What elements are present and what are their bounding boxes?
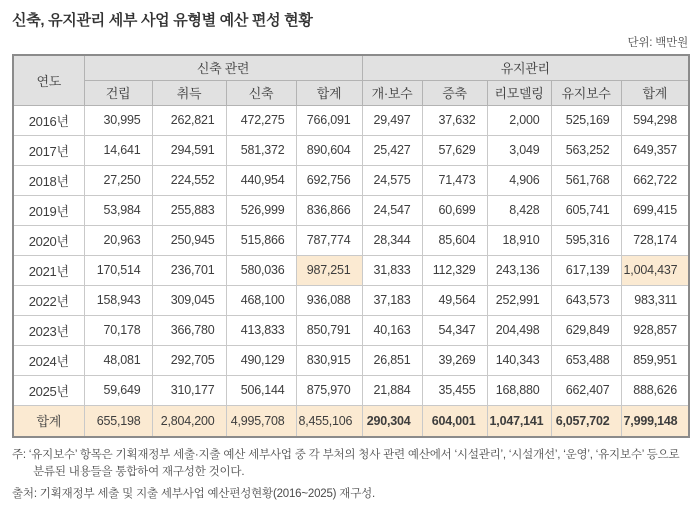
value-cell: 526,999	[226, 195, 296, 225]
table-row	[13, 375, 689, 405]
unit-label: 단위: 백만원	[627, 37, 688, 49]
value-cell: 604,001	[422, 405, 487, 437]
year-cell: 2023년	[13, 315, 84, 345]
value-cell: 850,791	[296, 315, 362, 345]
value-cell: 890,604	[296, 135, 362, 165]
sub-header-row	[13, 80, 689, 105]
value-cell: 252,991	[487, 285, 551, 315]
column-header-maintenance-total: 합계	[621, 80, 689, 105]
value-cell: 53,984	[84, 195, 152, 225]
value-cell: 629,849	[551, 315, 621, 345]
value-cell: 310,177	[152, 375, 226, 405]
value-cell: 655,198	[84, 405, 152, 437]
table-row	[13, 165, 689, 195]
group-header-row	[13, 55, 689, 80]
value-cell: 39,269	[422, 345, 487, 375]
year-cell: 2022년	[13, 285, 84, 315]
value-cell: 18,910	[487, 225, 551, 255]
group-header-maintenance: 유지관리	[362, 55, 689, 80]
value-cell: 21,884	[362, 375, 422, 405]
value-cell: 662,407	[551, 375, 621, 405]
value-cell: 8,428	[487, 195, 551, 225]
page-title: 신축, 유지관리 세부 사업 유형별 예산 편성 현황	[12, 12, 313, 29]
value-cell: 594,298	[621, 105, 689, 135]
value-cell: 490,129	[226, 345, 296, 375]
value-cell: 413,833	[226, 315, 296, 345]
group-header-construction: 신축 관련	[84, 55, 362, 80]
year-cell: 2021년	[13, 255, 84, 285]
value-cell: 48,081	[84, 345, 152, 375]
table-row	[13, 315, 689, 345]
value-cell: 2,804,200	[152, 405, 226, 437]
value-cell: 859,951	[621, 345, 689, 375]
value-cell: 653,488	[551, 345, 621, 375]
value-cell: 580,036	[226, 255, 296, 285]
value-cell: 561,768	[551, 165, 621, 195]
value-cell: 563,252	[551, 135, 621, 165]
source-note: 출처: 기획재정부 세출 및 지출 세부사업 예산편성현황(2016~2025) 재구성.	[12, 487, 376, 500]
value-cell: 57,629	[422, 135, 487, 165]
value-cell: 54,347	[422, 315, 487, 345]
value-cell: 875,970	[296, 375, 362, 405]
value-cell: 59,649	[84, 375, 152, 405]
value-cell: 4,906	[487, 165, 551, 195]
value-cell: 112,329	[422, 255, 487, 285]
table-body	[13, 105, 689, 437]
value-cell: 2,000	[487, 105, 551, 135]
value-cell: 472,275	[226, 105, 296, 135]
value-cell: 643,573	[551, 285, 621, 315]
value-cell: 85,604	[422, 225, 487, 255]
value-cell: 692,756	[296, 165, 362, 195]
year-cell: 2025년	[13, 375, 84, 405]
value-cell: 4,995,708	[226, 405, 296, 437]
value-cell: 830,915	[296, 345, 362, 375]
value-cell: 617,139	[551, 255, 621, 285]
value-cell: 170,514	[84, 255, 152, 285]
value-cell: 309,045	[152, 285, 226, 315]
table-header	[13, 55, 689, 105]
value-cell: 6,057,702	[551, 405, 621, 437]
year-cell: 2017년	[13, 135, 84, 165]
value-cell: 158,943	[84, 285, 152, 315]
table-row	[13, 345, 689, 375]
value-cell: 37,183	[362, 285, 422, 315]
value-cell: 24,575	[362, 165, 422, 195]
value-cell: 27,250	[84, 165, 152, 195]
footnote: 주: ‘유지보수’ 항목은 기획재정부 세출·지출 예산 세부사업 중 각 부처의 청사 관련 예산에서 ‘시설관리’, ‘시설개선’, ‘운영’, ‘유지보수’ 등으로 분류된 내용들을 통합하여 재구성한 것이다.	[12, 449, 680, 479]
column-header-repair: 개·보수	[362, 80, 422, 105]
total-row	[13, 405, 689, 437]
year-column-header: 연도	[13, 55, 84, 105]
value-cell: 605,741	[551, 195, 621, 225]
value-cell: 1,047,141	[487, 405, 551, 437]
column-header-maintenance-col: 유지보수	[551, 80, 621, 105]
value-cell: 255,883	[152, 195, 226, 225]
value-cell: 515,866	[226, 225, 296, 255]
value-cell: 250,945	[152, 225, 226, 255]
year-cell: 2016년	[13, 105, 84, 135]
value-cell: 24,547	[362, 195, 422, 225]
table-row	[13, 105, 689, 135]
value-cell: 37,632	[422, 105, 487, 135]
value-cell: 40,163	[362, 315, 422, 345]
year-cell: 2020년	[13, 225, 84, 255]
value-cell: 595,316	[551, 225, 621, 255]
value-cell: 29,497	[362, 105, 422, 135]
value-cell: 290,304	[362, 405, 422, 437]
value-cell: 262,821	[152, 105, 226, 135]
value-cell: 26,851	[362, 345, 422, 375]
value-cell: 936,088	[296, 285, 362, 315]
column-header-geonrip: 건립	[84, 80, 152, 105]
table-row	[13, 255, 689, 285]
notes	[12, 447, 688, 503]
value-cell: 787,774	[296, 225, 362, 255]
value-cell: 140,343	[487, 345, 551, 375]
column-header-sinchuk: 신축	[226, 80, 296, 105]
table-row	[13, 195, 689, 225]
value-cell: 14,641	[84, 135, 152, 165]
value-cell: 70,178	[84, 315, 152, 345]
value-cell: 506,144	[226, 375, 296, 405]
value-cell: 8,455,106	[296, 405, 362, 437]
value-cell: 649,357	[621, 135, 689, 165]
year-cell: 2024년	[13, 345, 84, 375]
value-cell: 581,372	[226, 135, 296, 165]
value-cell: 987,251	[296, 255, 362, 285]
value-cell: 728,174	[621, 225, 689, 255]
value-cell: 71,473	[422, 165, 487, 195]
year-cell: 2019년	[13, 195, 84, 225]
value-cell: 28,344	[362, 225, 422, 255]
value-cell: 928,857	[621, 315, 689, 345]
value-cell: 699,415	[621, 195, 689, 225]
column-header-construction-total: 합계	[296, 80, 362, 105]
value-cell: 25,427	[362, 135, 422, 165]
value-cell: 7,999,148	[621, 405, 689, 437]
value-cell: 468,100	[226, 285, 296, 315]
column-header-extension: 증축	[422, 80, 487, 105]
value-cell: 366,780	[152, 315, 226, 345]
table-row	[13, 285, 689, 315]
year-cell: 2018년	[13, 165, 84, 195]
value-cell: 236,701	[152, 255, 226, 285]
value-cell: 983,311	[621, 285, 689, 315]
value-cell: 20,963	[84, 225, 152, 255]
value-cell: 31,833	[362, 255, 422, 285]
value-cell: 1,004,437	[621, 255, 689, 285]
table-row	[13, 225, 689, 255]
column-header-remodeling: 리모델링	[487, 80, 551, 105]
value-cell: 3,049	[487, 135, 551, 165]
value-cell: 60,699	[422, 195, 487, 225]
column-header-chwideuk: 취득	[152, 80, 226, 105]
table-row	[13, 135, 689, 165]
value-cell: 168,880	[487, 375, 551, 405]
value-cell: 662,722	[621, 165, 689, 195]
year-cell: 합계	[13, 405, 84, 437]
value-cell: 294,591	[152, 135, 226, 165]
value-cell: 525,169	[551, 105, 621, 135]
value-cell: 49,564	[422, 285, 487, 315]
value-cell: 836,866	[296, 195, 362, 225]
value-cell: 766,091	[296, 105, 362, 135]
value-cell: 440,954	[226, 165, 296, 195]
value-cell: 243,136	[487, 255, 551, 285]
value-cell: 292,705	[152, 345, 226, 375]
value-cell: 224,552	[152, 165, 226, 195]
value-cell: 888,626	[621, 375, 689, 405]
value-cell: 35,455	[422, 375, 487, 405]
budget-table	[12, 54, 690, 438]
value-cell: 30,995	[84, 105, 152, 135]
value-cell: 204,498	[487, 315, 551, 345]
